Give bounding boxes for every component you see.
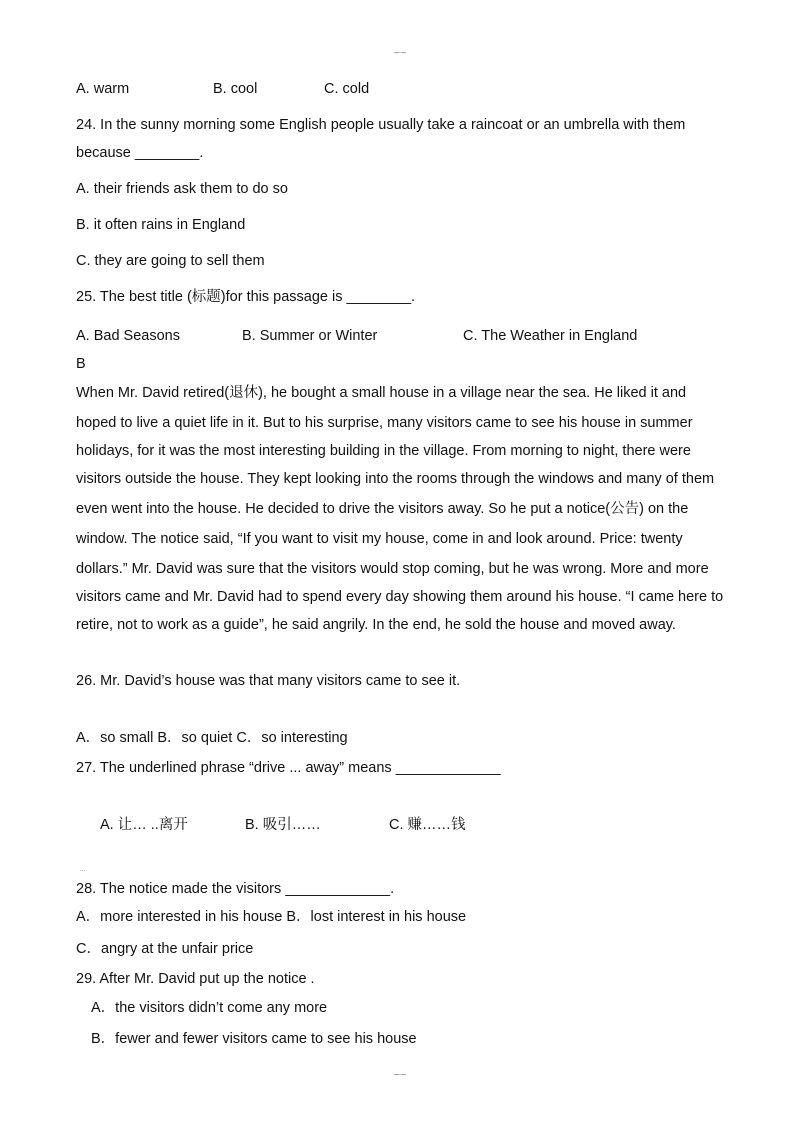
q24-option-a: A. their friends ask them to do so [76,181,288,197]
q26-stem: 26. Mr. David’s house was that many visitors came to see it. [76,673,461,689]
q27-stem: 27. The underlined phrase “drive ... away” means _____________ [76,760,501,776]
footer-marker: –·– [394,1070,406,1079]
q24-option-b: B. it often rains in England [76,217,246,233]
section-label: B [76,356,86,372]
passage-line: even went into the house. He decided to drive the visitors away. So he put a notice(公告) on the [76,501,689,517]
q26-options: A．so small B．so quiet C．so interesting [76,730,348,746]
passage-line: hoped to live a quiet life in it. But to his surprise, many visitors came to see his house in summer [76,415,693,431]
q23-option-b: B. cool [213,81,258,97]
header-marker: –·– [394,48,406,57]
q24-stem-line1: 24. In the sunny morning some English people usually take a raincoat or an umbrella with them [76,117,686,133]
passage-line: visitors outside the house. They kept looking into the rooms through the windows and many of them [76,471,715,487]
q29-stem: 29. After Mr. David put up the notice . [76,971,315,987]
passage-line: retire, not to work as a guide”, he said angrily. In the end, he sold the house and moved away. [76,617,676,633]
q28-option-c: C．angry at the unfair price [76,941,254,957]
q25-option-b: B. Summer or Winter [242,328,378,344]
q27-option-b: B. 吸引…… [245,817,321,833]
passage-line: window. The notice said, “If you want to visit my house, come in and look around. Price: twenty [76,531,683,547]
small-mark: ... [80,867,86,873]
passage-line: dollars.” Mr. David was sure that the visitors would stop coming, but he was wrong. More and more [76,561,709,577]
passage-line: When Mr. David retired(退休), he bought a small house in a village near the sea. He liked it and [76,385,687,401]
q25-option-a: A. Bad Seasons [76,328,180,344]
q27-option-a: A. 让… ..离开 [100,817,188,833]
q23-option-a: A. warm [76,81,130,97]
passage-line: visitors came and Mr. David had to spend every day showing them around his house. “I came here to [76,589,724,605]
q24-option-c: C. they are going to sell them [76,253,265,269]
q24-stem-line2: because ________. [76,145,204,161]
q29-option-b: B．fewer and fewer visitors came to see his house [91,1031,417,1047]
q28-options-ab: A．more interested in his house B．lost interest in his house [76,909,467,925]
q29-option-a: A．the visitors didn’t come any more [91,1000,328,1016]
q28-stem: 28. The notice made the visitors _____________. [76,881,395,897]
q25-stem: 25. The best title (标题)for this passage is ________. [76,289,416,305]
q27-option-c: C. 赚……钱 [389,817,466,833]
passage-line: holidays, for it was the most interesting building in the village. From morning to night, there were [76,443,691,459]
q23-option-c: C. cold [324,81,370,97]
q25-option-c: C. The Weather in England [463,328,638,344]
